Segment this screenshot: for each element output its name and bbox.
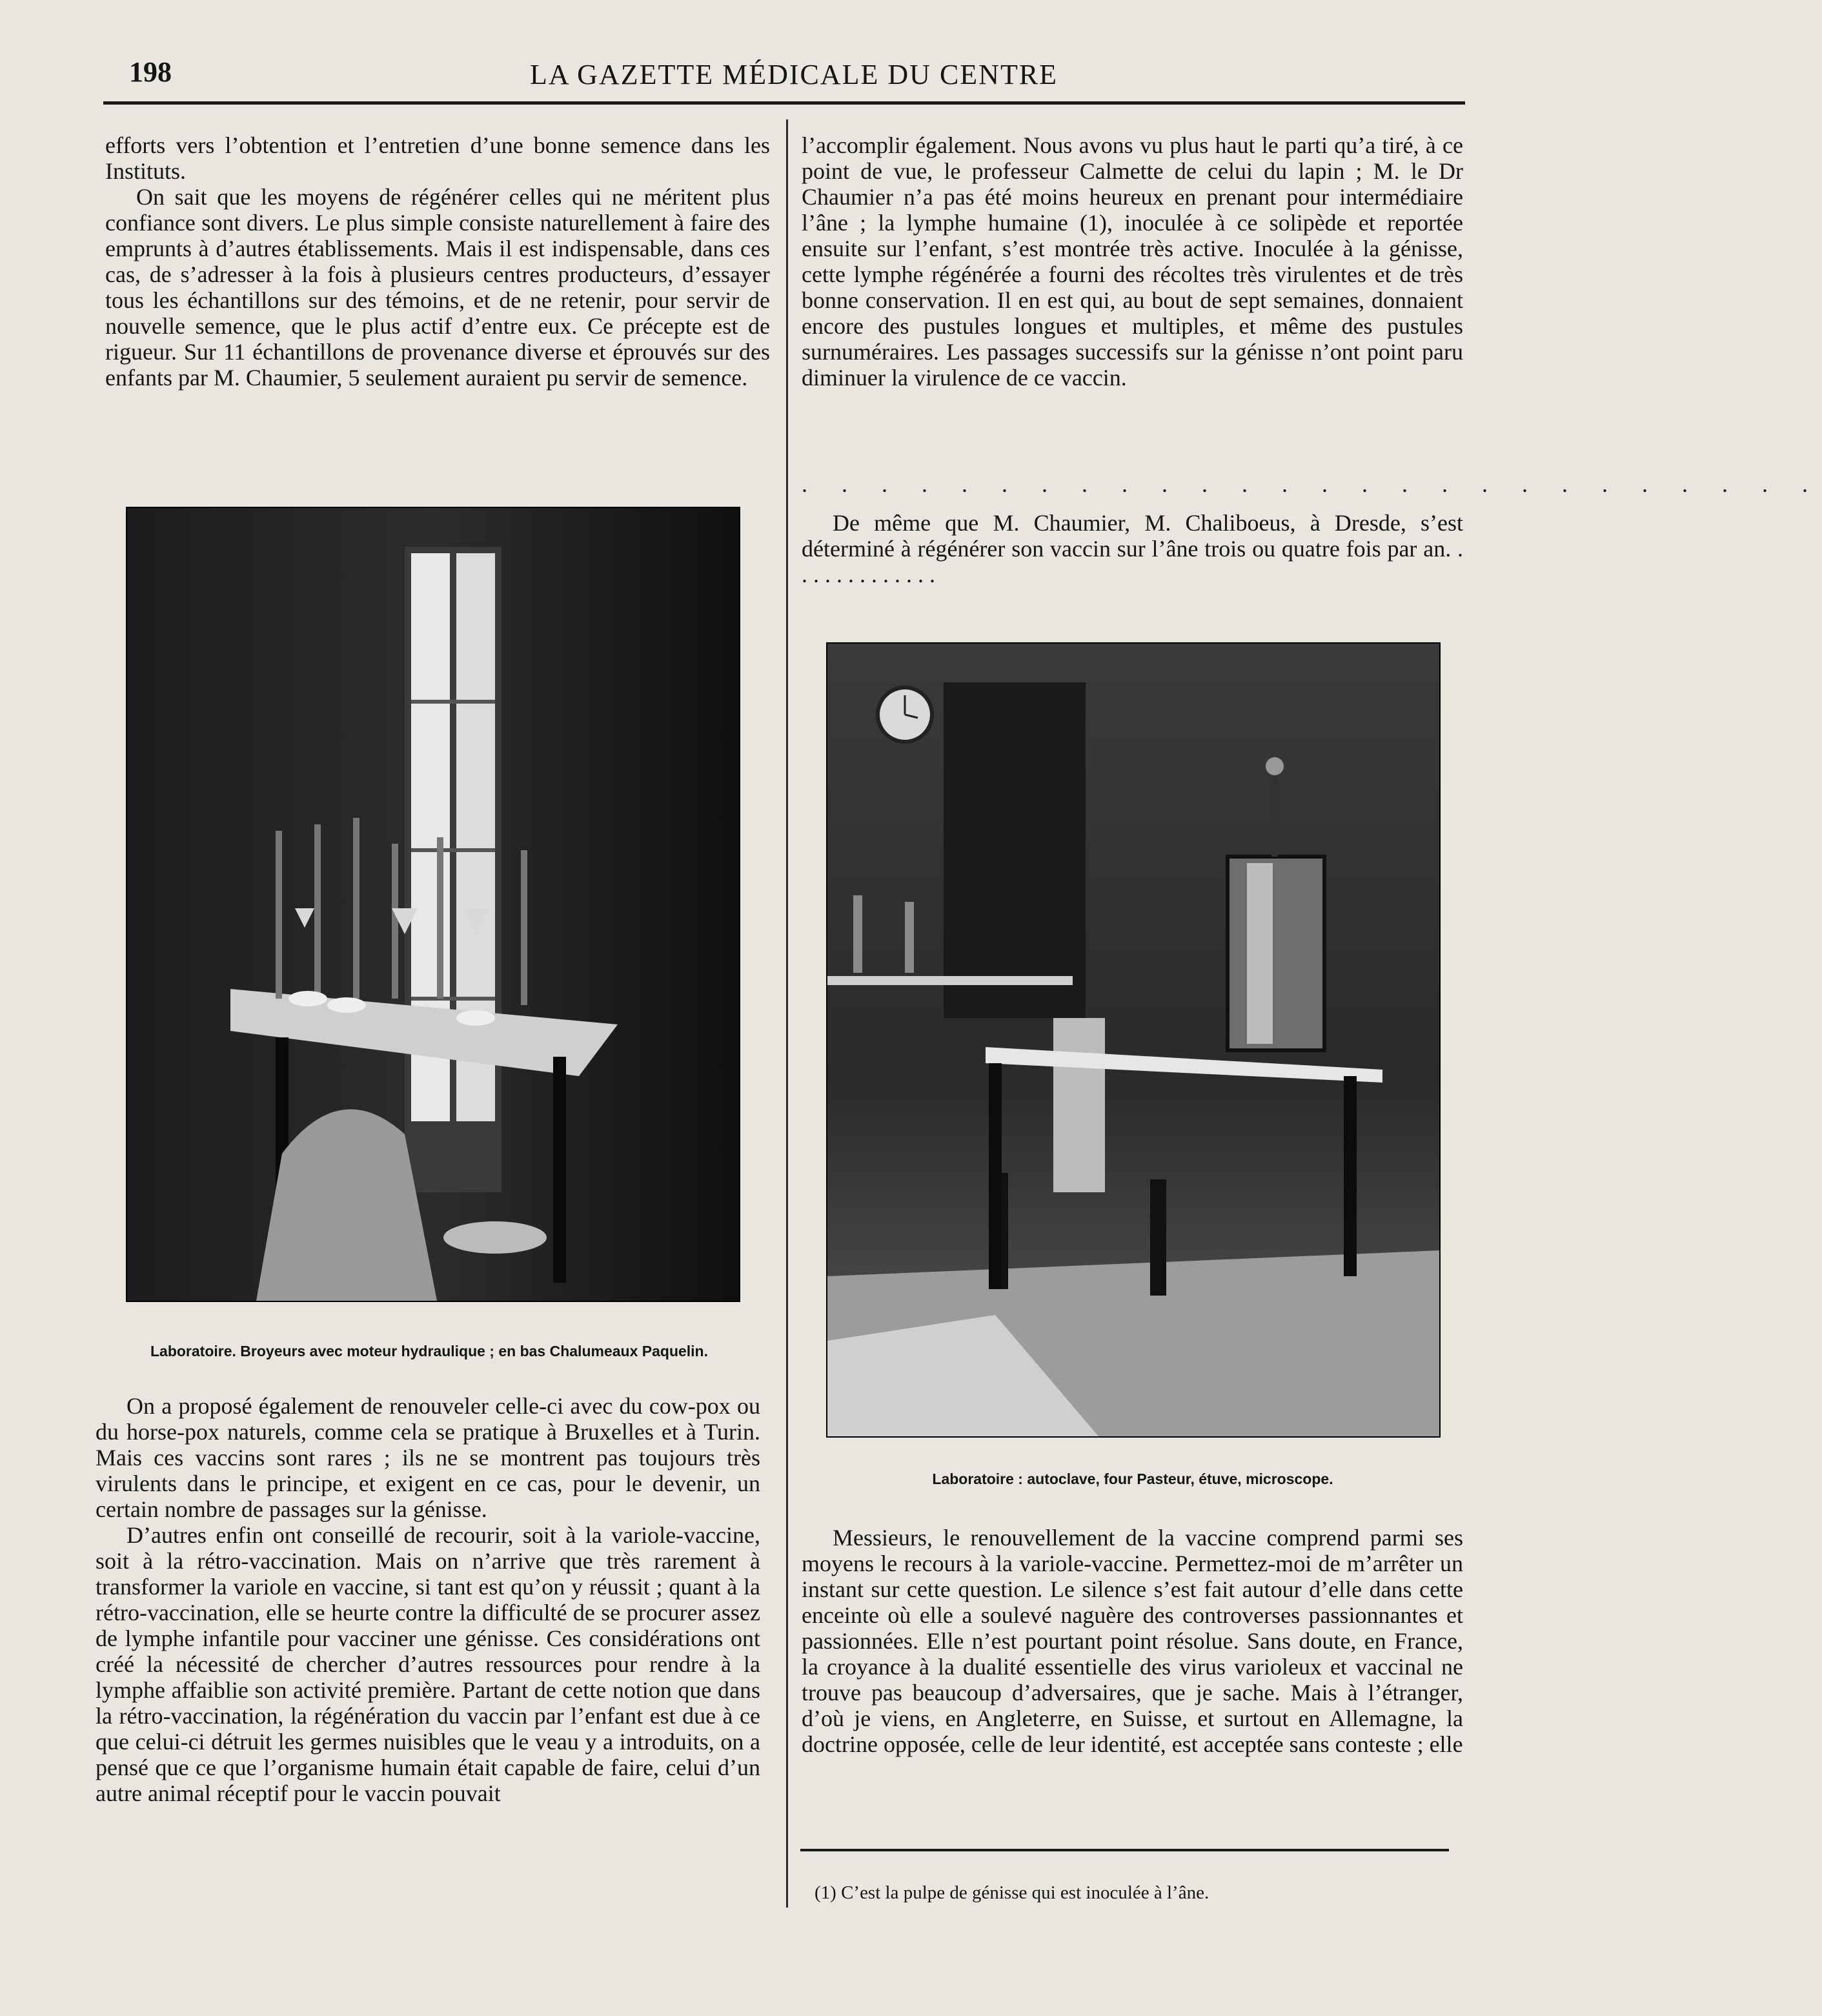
- right-column-top-text: [802, 132, 1463, 391]
- page-header: [129, 56, 1459, 101]
- paragraph: Messieurs, le renouvellement de la vaccine comprend parmi ses moyens le recours à la variole-vaccine. Permettez-moi de m’arrêter un instant sur cette question. Le silence s’est fait autour d’elle dans cette enceinte où elle a soulevé naguère des controverses passionnantes et passionnées. Elle n’est pourtant point résolue. Sans doute, en France, la croyance à la dualité essentielle des virus varioleux et vaccinal ne trouve pas beaucoup d’adversaires, que je sache. Mais à l’étranger, d’où je viens, en Angleterre, en Suisse, et surtout en Allemagne, la doctrine opposée, celle de leur identité, est acceptée sans conteste ; elle: [802, 1525, 1463, 1757]
- paragraph: On sait que les moyens de régénérer celles qui ne méritent plus confiance sont divers. Le plus simple consiste naturellement à faire des emprunts à d’autres établissements. Mais il est indispensable, dans ces cas, de s’adresser à la fois à plusieurs centres producteurs, d’essayer tous les échantillons sur des témoins, et de ne retenir, pour servir de nouvelle semence, que le plus actif d’entre eux. Ce précepte est de rigueur. Sur 11 échantillons de provenance diverse et éprouvés sur des enfants par M. Chaumier, 5 seulement auraient pu servir de semence.: [105, 184, 770, 391]
- photo-illustration: [127, 508, 739, 1301]
- laboratory-photo-autoclave: [826, 642, 1441, 1438]
- page-number: 198: [129, 56, 172, 88]
- paragraph: l’accomplir également. Nous avons vu plus haut le parti qu’a tiré, à ce point de vue, le professeur Calmette de celui du lapin ; M. le Dr Chaumier n’a pas été moins heureux en prenant pour intermédiaire l’âne ; la lymphe humaine (1), inoculée à ce solipède et reportée ensuite sur l’enfant, s’est montrée très active. Inoculée à la génisse, cette lymphe régénérée a fourni des récoltes très virulentes et de très bonne conservation. Il en est qui, au bout de sept semaines, donnaient encore des pustules longues et multiples, et même des pustules surnuméraires. Les passages successifs sur la génisse n’ont point paru diminuer la virulence de ce vaccin.: [802, 132, 1463, 391]
- paragraph: efforts vers l’obtention et l’entretien d’une bonne semence dans les Instituts.: [105, 132, 770, 184]
- photo-caption-left: Laboratoire. Broyeurs avec moteur hydraulique ; en bas Chalumeaux Paquelin.: [150, 1343, 709, 1359]
- laboratory-photo-grinders: [126, 507, 740, 1302]
- photo-caption-right: Laboratoire : autoclave, four Pasteur, étuve, microscope.: [932, 1471, 1333, 1487]
- right-column-bottom-text: [802, 1525, 1463, 1757]
- left-column-bottom-text: [96, 1393, 760, 1806]
- left-column-top-text: [105, 132, 770, 391]
- column-divider: [786, 119, 788, 1908]
- ellipsis-line: . . . . . . . . . . . . . . . . . . . . . . . . . .: [802, 471, 1822, 497]
- paragraph: De même que M. Chaumier, M. Chaliboeus, à Dresde, s’est déterminé à régénérer son vaccin sur l’âne trois ou quatre fois par an. . . . . . . . . . . . . .: [802, 510, 1463, 587]
- photo-illustration: [827, 644, 1439, 1436]
- right-column-dresden-text: [802, 510, 1463, 587]
- footnote: (1) C’est la pulpe de génisse qui est inoculée à l’âne.: [815, 1882, 1210, 1903]
- paragraph: On a proposé également de renouveler celle-ci avec du cow-pox ou du horse-pox naturels, comme cela se pratique à Bruxelles et à Turin. Mais ces vaccins sont rares ; ils ne se montrent pas toujours très virulents dans le principe, et exigent en ce cas, pour le devenir, un certain nombre de passages sur la génisse.: [96, 1393, 760, 1522]
- footnote-rule: [800, 1849, 1449, 1851]
- journal-title: LA GAZETTE MÉDICALE DU CENTRE: [529, 59, 1058, 90]
- header-rule: [103, 101, 1465, 105]
- paragraph: D’autres enfin ont conseillé de recourir, soit à la variole-vaccine, soit à la rétro-vaccination. Mais on n’arrive que très rarement à transformer la variole en vaccine, si tant est qu’on y réussit ; quant à la rétro-vaccination, elle se heurte contre la difficulté de se procurer assez de lymphe infantile pour vacciner une génisse. Ces considérations ont créé la nécessité de chercher d’autres ressources pour rendre à la lymphe affaiblie son activité première. Partant de cette notion que dans la rétro-vaccination, la régénération du vaccin par l’enfant est due à ce que celui-ci détruit les germes nuisibles que le veau y a introduits, on a pensé que ce que l’organisme humain était capable de faire, celui d’un autre animal réceptif pour le vaccin pouvait: [96, 1522, 760, 1806]
